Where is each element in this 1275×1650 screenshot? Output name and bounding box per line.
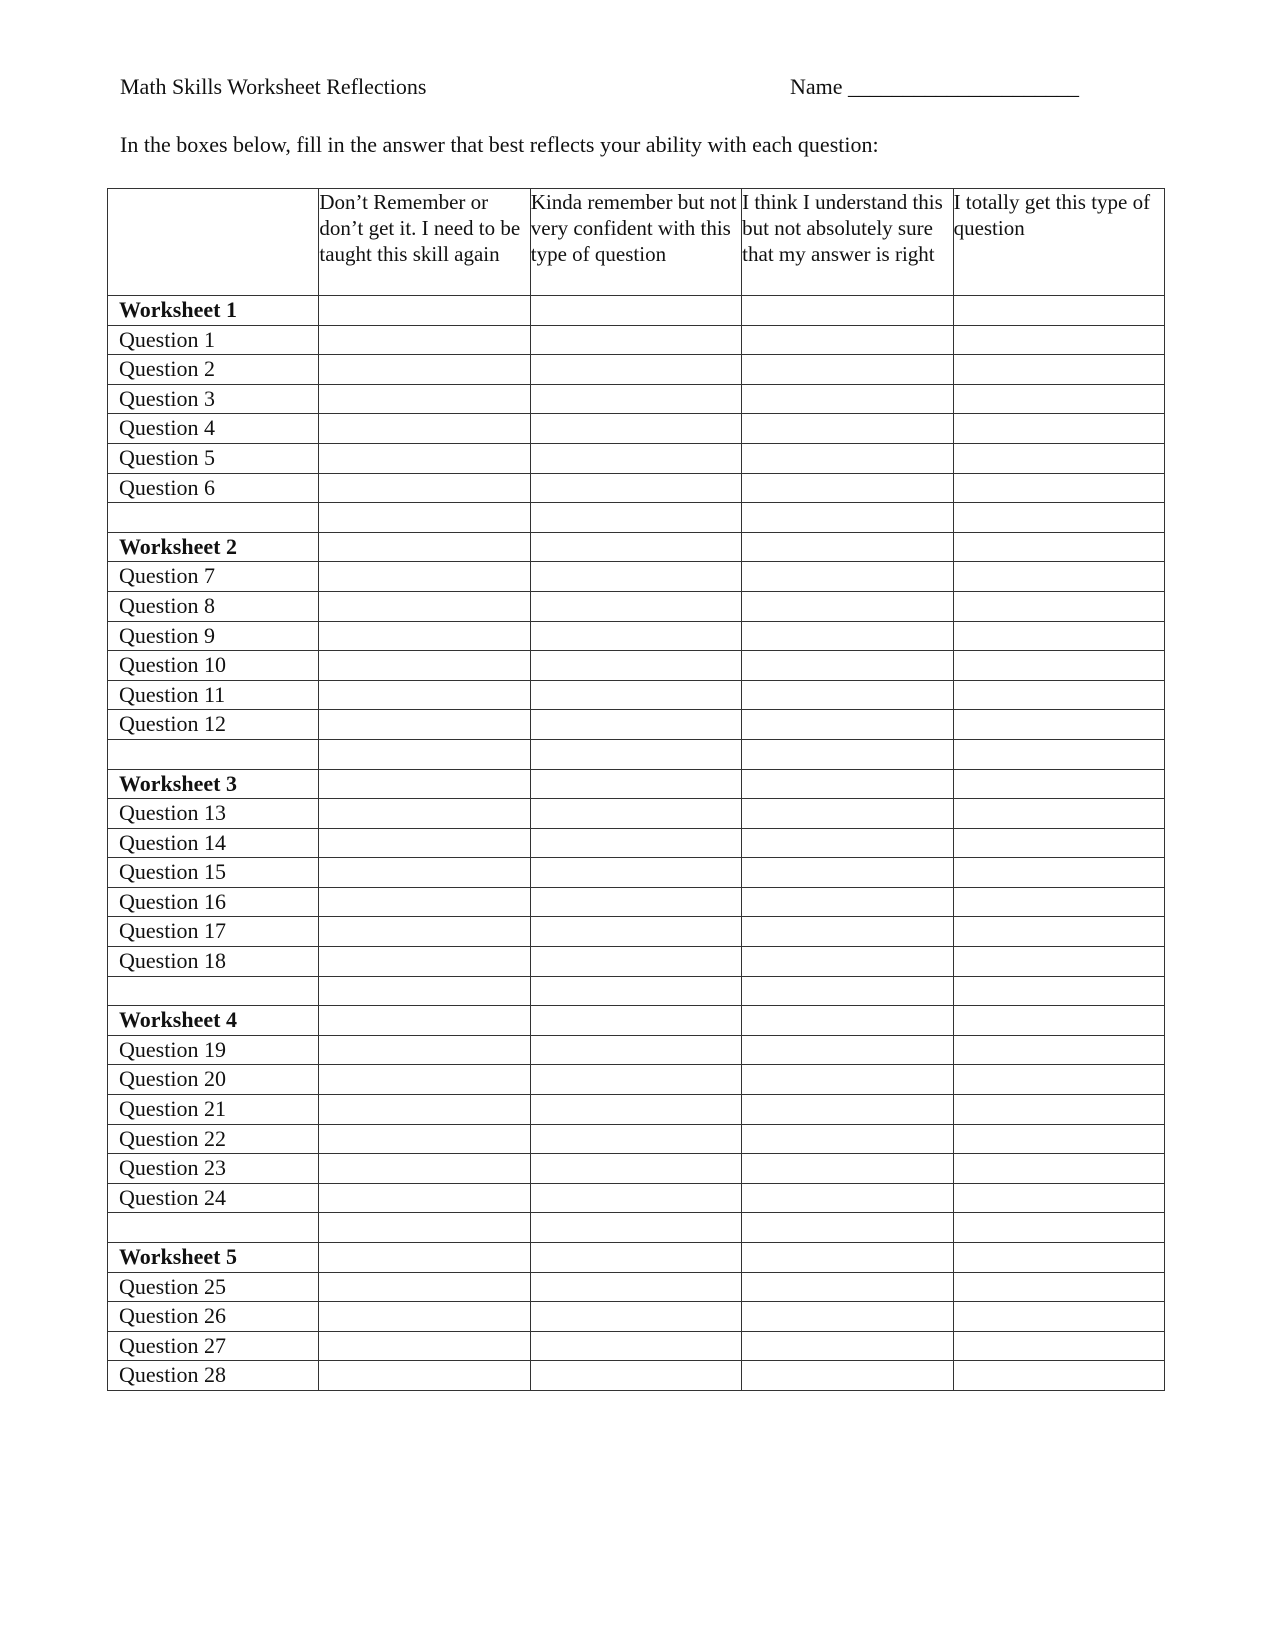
question-label: Question 25 [108, 1272, 319, 1302]
answer-cell[interactable] [742, 443, 953, 473]
answer-cell[interactable] [742, 1361, 953, 1391]
table-row [108, 355, 1165, 385]
question-label: Question 24 [108, 1183, 319, 1213]
answer-cell[interactable] [742, 325, 953, 355]
question-label: Question 28 [108, 1361, 319, 1391]
answer-cell[interactable] [953, 680, 1164, 710]
answer-cell[interactable] [530, 384, 741, 414]
answer-cell[interactable] [530, 828, 741, 858]
table-row [108, 651, 1165, 681]
question-label [108, 739, 319, 769]
table-row [108, 799, 1165, 829]
table-row [108, 1331, 1165, 1361]
answer-cell[interactable] [319, 769, 530, 799]
question-label: Question 2 [108, 355, 319, 385]
answer-cell[interactable] [319, 799, 530, 829]
answer-cell[interactable] [953, 739, 1164, 769]
answer-cell[interactable] [953, 384, 1164, 414]
answer-cell[interactable] [953, 414, 1164, 444]
table-row [108, 1065, 1165, 1095]
answer-cell[interactable] [319, 591, 530, 621]
section-row [108, 296, 1165, 326]
answer-cell[interactable] [530, 680, 741, 710]
answer-cell[interactable] [319, 680, 530, 710]
table-row [108, 562, 1165, 592]
answer-cell[interactable] [319, 887, 530, 917]
answer-cell[interactable] [319, 1154, 530, 1184]
answer-cell[interactable] [953, 325, 1164, 355]
answer-cell[interactable] [953, 976, 1164, 1006]
answer-cell[interactable] [953, 532, 1164, 562]
answer-cell[interactable] [742, 1183, 953, 1213]
answer-cell[interactable] [742, 1124, 953, 1154]
table-row [108, 621, 1165, 651]
header-label-blank [108, 189, 319, 296]
table-row [108, 1361, 1165, 1391]
answer-cell[interactable] [530, 1302, 741, 1332]
question-label: Question 3 [108, 384, 319, 414]
answer-cell[interactable] [530, 443, 741, 473]
answer-cell[interactable] [319, 1331, 530, 1361]
answer-cell[interactable] [953, 1095, 1164, 1125]
answer-cell[interactable] [530, 739, 741, 769]
answer-cell[interactable] [953, 503, 1164, 533]
answer-cell[interactable] [953, 443, 1164, 473]
column-header: I totally get this type of question [953, 189, 1164, 296]
table-row [108, 858, 1165, 888]
answer-cell[interactable] [319, 1183, 530, 1213]
answer-cell[interactable] [742, 591, 953, 621]
answer-cell[interactable] [742, 473, 953, 503]
question-label: Question 21 [108, 1095, 319, 1125]
table-row [108, 1183, 1165, 1213]
answer-cell[interactable] [953, 858, 1164, 888]
table-row [108, 473, 1165, 503]
table-row [108, 887, 1165, 917]
answer-cell[interactable] [530, 1361, 741, 1391]
answer-cell[interactable] [319, 1065, 530, 1095]
table-row [108, 680, 1165, 710]
answer-cell[interactable] [319, 1302, 530, 1332]
answer-cell[interactable] [319, 473, 530, 503]
answer-cell[interactable] [953, 887, 1164, 917]
answer-cell[interactable] [319, 858, 530, 888]
answer-cell[interactable] [953, 1035, 1164, 1065]
question-label: Question 11 [108, 680, 319, 710]
table-row [108, 828, 1165, 858]
answer-cell[interactable] [742, 503, 953, 533]
answer-cell[interactable] [953, 1331, 1164, 1361]
table-row [108, 1272, 1165, 1302]
question-label: Question 16 [108, 887, 319, 917]
answer-cell[interactable] [530, 1154, 741, 1184]
column-header: Don’t Remember or don’t get it. I need to be taught this skill again [319, 189, 530, 296]
answer-cell[interactable] [742, 384, 953, 414]
answer-cell[interactable] [530, 1183, 741, 1213]
answer-cell[interactable] [953, 917, 1164, 947]
answer-cell[interactable] [319, 1243, 530, 1273]
answer-cell[interactable] [319, 384, 530, 414]
answer-cell[interactable] [953, 1183, 1164, 1213]
table-header-row [108, 189, 1165, 296]
answer-cell[interactable] [530, 414, 741, 444]
question-label: Question 13 [108, 799, 319, 829]
answer-cell[interactable] [319, 414, 530, 444]
answer-cell[interactable] [530, 532, 741, 562]
answer-cell[interactable] [953, 1302, 1164, 1332]
answer-cell[interactable] [742, 976, 953, 1006]
answer-cell[interactable] [742, 947, 953, 977]
answer-cell[interactable] [319, 947, 530, 977]
table-row [108, 947, 1165, 977]
spacer-row [108, 976, 1165, 1006]
question-label: Question 27 [108, 1331, 319, 1361]
answer-cell[interactable] [742, 1331, 953, 1361]
worksheet-label: Worksheet 5 [108, 1243, 319, 1273]
answer-cell[interactable] [742, 799, 953, 829]
spacer-row [108, 739, 1165, 769]
answer-cell[interactable] [953, 1243, 1164, 1273]
answer-cell[interactable] [953, 296, 1164, 326]
answer-cell[interactable] [319, 710, 530, 740]
section-row [108, 769, 1165, 799]
answer-cell[interactable] [742, 917, 953, 947]
question-label: Question 10 [108, 651, 319, 681]
answer-cell[interactable] [953, 769, 1164, 799]
question-label: Question 5 [108, 443, 319, 473]
name-field[interactable]: Name _____________________ [790, 74, 1080, 99]
answer-cell[interactable] [530, 1006, 741, 1036]
answer-cell[interactable] [319, 532, 530, 562]
answer-cell[interactable] [319, 355, 530, 385]
answer-cell[interactable] [319, 1095, 530, 1125]
answer-cell[interactable] [319, 1361, 530, 1391]
answer-cell[interactable] [319, 296, 530, 326]
section-row [108, 532, 1165, 562]
answer-cell[interactable] [742, 532, 953, 562]
question-label: Question 1 [108, 325, 319, 355]
answer-cell[interactable] [742, 828, 953, 858]
answer-cell[interactable] [530, 858, 741, 888]
answer-cell[interactable] [742, 680, 953, 710]
question-label: Question 23 [108, 1154, 319, 1184]
question-label: Question 22 [108, 1124, 319, 1154]
answer-cell[interactable] [953, 710, 1164, 740]
worksheet-label: Worksheet 1 [108, 296, 319, 326]
answer-cell[interactable] [742, 1243, 953, 1273]
worksheet-label: Worksheet 3 [108, 769, 319, 799]
answer-cell[interactable] [530, 562, 741, 592]
table-row [108, 1302, 1165, 1332]
answer-cell[interactable] [319, 828, 530, 858]
answer-cell[interactable] [953, 1361, 1164, 1391]
column-header: Kinda remember but not very confident with this type of question [530, 189, 741, 296]
table-row [108, 443, 1165, 473]
answer-cell[interactable] [953, 1213, 1164, 1243]
answer-cell[interactable] [530, 503, 741, 533]
answer-cell[interactable] [530, 1331, 741, 1361]
page-title: Math Skills Worksheet Reflections [120, 74, 427, 99]
answer-cell[interactable] [530, 1243, 741, 1273]
answer-cell[interactable] [742, 739, 953, 769]
spacer-row [108, 503, 1165, 533]
answer-cell[interactable] [319, 739, 530, 769]
answer-cell[interactable] [530, 1035, 741, 1065]
answer-cell[interactable] [319, 1272, 530, 1302]
answer-cell[interactable] [530, 976, 741, 1006]
answer-cell[interactable] [742, 1213, 953, 1243]
question-label: Question 9 [108, 621, 319, 651]
answer-cell[interactable] [530, 651, 741, 681]
answer-cell[interactable] [953, 1272, 1164, 1302]
answer-cell[interactable] [953, 591, 1164, 621]
table-row [108, 710, 1165, 740]
worksheet-label: Worksheet 2 [108, 532, 319, 562]
question-label: Question 20 [108, 1065, 319, 1095]
question-label: Question 7 [108, 562, 319, 592]
answer-cell[interactable] [319, 503, 530, 533]
question-label: Question 12 [108, 710, 319, 740]
question-label [108, 976, 319, 1006]
reflection-table [107, 188, 1165, 1391]
answer-cell[interactable] [530, 296, 741, 326]
answer-cell[interactable] [530, 1095, 741, 1125]
answer-cell[interactable] [530, 355, 741, 385]
question-label: Question 6 [108, 473, 319, 503]
column-header: I think I understand this but not absolutely sure that my answer is right [742, 189, 953, 296]
answer-cell[interactable] [742, 887, 953, 917]
answer-cell[interactable] [953, 1006, 1164, 1036]
table-row [108, 917, 1165, 947]
spacer-row [108, 1213, 1165, 1243]
answer-cell[interactable] [319, 325, 530, 355]
answer-cell[interactable] [530, 1065, 741, 1095]
table-row [108, 325, 1165, 355]
question-label: Question 17 [108, 917, 319, 947]
question-label: Question 15 [108, 858, 319, 888]
answer-cell[interactable] [530, 769, 741, 799]
answer-cell[interactable] [742, 769, 953, 799]
answer-cell[interactable] [953, 828, 1164, 858]
table-body [108, 296, 1165, 1391]
answer-cell[interactable] [530, 947, 741, 977]
instructions: In the boxes below, fill in the answer that best reflects your ability with each question: [120, 132, 879, 157]
answer-cell[interactable] [742, 1272, 953, 1302]
answer-cell[interactable] [953, 355, 1164, 385]
answer-cell[interactable] [953, 1154, 1164, 1184]
answer-cell[interactable] [742, 1035, 953, 1065]
answer-cell[interactable] [742, 858, 953, 888]
answer-cell[interactable] [742, 562, 953, 592]
answer-cell[interactable] [530, 325, 741, 355]
question-label: Question 4 [108, 414, 319, 444]
answer-cell[interactable] [530, 591, 741, 621]
table-row [108, 591, 1165, 621]
answer-cell[interactable] [742, 1095, 953, 1125]
answer-cell[interactable] [319, 443, 530, 473]
answer-cell[interactable] [742, 1154, 953, 1184]
table-row [108, 384, 1165, 414]
answer-cell[interactable] [742, 1302, 953, 1332]
question-label: Question 14 [108, 828, 319, 858]
answer-cell[interactable] [530, 799, 741, 829]
answer-cell[interactable] [953, 947, 1164, 977]
question-label: Question 19 [108, 1035, 319, 1065]
table-row [108, 1124, 1165, 1154]
answer-cell[interactable] [742, 355, 953, 385]
worksheet-label: Worksheet 4 [108, 1006, 319, 1036]
answer-cell[interactable] [319, 1035, 530, 1065]
answer-cell[interactable] [530, 1272, 741, 1302]
answer-cell[interactable] [742, 1065, 953, 1095]
answer-cell[interactable] [953, 1124, 1164, 1154]
answer-cell[interactable] [319, 1006, 530, 1036]
answer-cell[interactable] [953, 621, 1164, 651]
answer-cell[interactable] [530, 473, 741, 503]
answer-cell[interactable] [742, 414, 953, 444]
answer-cell[interactable] [530, 621, 741, 651]
answer-cell[interactable] [530, 710, 741, 740]
answer-cell[interactable] [953, 651, 1164, 681]
answer-cell[interactable] [319, 621, 530, 651]
answer-cell[interactable] [742, 296, 953, 326]
answer-cell[interactable] [530, 917, 741, 947]
answer-cell[interactable] [742, 621, 953, 651]
table-row [108, 414, 1165, 444]
section-row [108, 1243, 1165, 1273]
question-label [108, 503, 319, 533]
answer-cell[interactable] [319, 976, 530, 1006]
answer-cell[interactable] [530, 1124, 741, 1154]
section-row [108, 1006, 1165, 1036]
answer-cell[interactable] [953, 473, 1164, 503]
answer-cell[interactable] [742, 710, 953, 740]
answer-cell[interactable] [319, 651, 530, 681]
table-row [108, 1154, 1165, 1184]
answer-cell[interactable] [530, 887, 741, 917]
answer-cell[interactable] [530, 1213, 741, 1243]
table-row [108, 1095, 1165, 1125]
answer-cell[interactable] [319, 562, 530, 592]
question-label [108, 1213, 319, 1243]
table-row [108, 1035, 1165, 1065]
answer-cell[interactable] [319, 1124, 530, 1154]
answer-cell[interactable] [742, 651, 953, 681]
answer-cell[interactable] [319, 1213, 530, 1243]
question-label: Question 8 [108, 591, 319, 621]
answer-cell[interactable] [742, 1006, 953, 1036]
answer-cell[interactable] [953, 1065, 1164, 1095]
answer-cell[interactable] [319, 917, 530, 947]
question-label: Question 26 [108, 1302, 319, 1332]
answer-cell[interactable] [953, 799, 1164, 829]
answer-cell[interactable] [953, 562, 1164, 592]
question-label: Question 18 [108, 947, 319, 977]
